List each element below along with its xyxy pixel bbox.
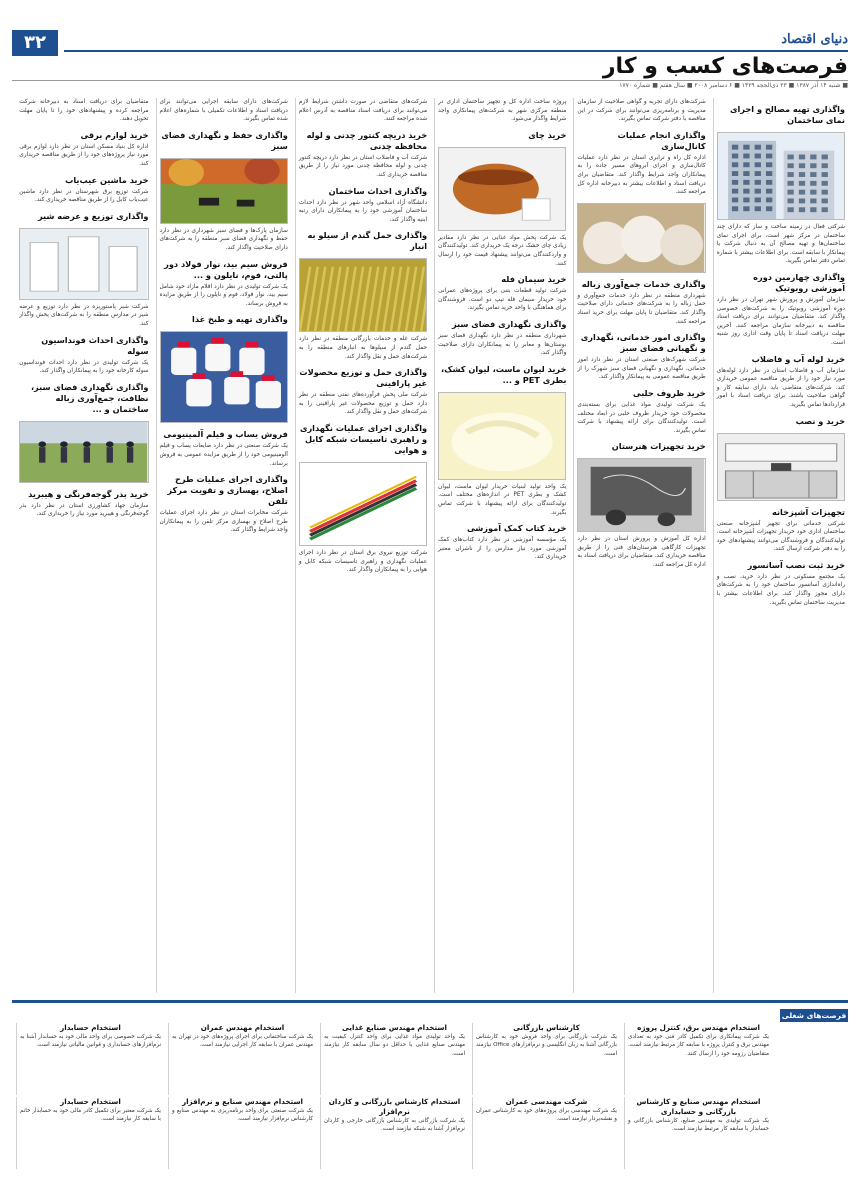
ad-body: شرکت غله و خدمات بازرگانی منطقه در نظر دارد حمل گندم از سیلوها به انبارهای منطقه را به شرکت‌های حمل و نقل واگذار کند. xyxy=(298,336,428,360)
job-title: استخدام حسابدار xyxy=(60,1023,121,1032)
jobs-section xyxy=(12,1000,848,1170)
ad-title: خرید لوله آب و فاضلاب xyxy=(751,353,845,364)
ad-title: فروش سیم بید، نوار فولاد دور پالتی، فوم، نایلون و ... xyxy=(164,258,288,280)
ad-title: واگذاری احداث فونداسیون سوله xyxy=(41,334,149,356)
job-listing xyxy=(168,1023,316,1095)
ad-body: سازمان پارک‌ها و فضای سبز شهرداری در نظر دارد حفظ و نگهداری فضای سبز منطقه را به شرکت‌های دارای صلاحیت واگذار کند. xyxy=(159,227,288,251)
ad-title: واگذاری حمل گندم از سیلو به انبار xyxy=(307,230,428,252)
ad-body: یک شرکت صنعتی در نظر دارد ضایعات یساب و فیلم آلومینیومی خود را از طریق مزایده عمومی به فروش برساند. xyxy=(159,443,288,467)
ad-title: خرید چای xyxy=(528,129,567,140)
job-listing xyxy=(320,1097,468,1169)
ad-body: شرکت‌های متقاضی در صورت داشتن شرایط لازم می‌توانند برای دریافت اسناد مناقصه به آدرس اعلام شده مراجعه کنند. xyxy=(298,99,428,123)
ad-photo xyxy=(717,433,845,501)
ad-body: دانشگاه آزاد اسلامی واحد شهر در نظر دارد احداث ساختمان آموزشی خود را به پیمانکاران دارای رتبه ابنیه واگذار کند. xyxy=(298,199,428,223)
ad-title: خرید ثبت نصب آسانسور xyxy=(747,559,845,570)
job-body: یک شرکت صنعتی برای واحد برنامه‌ریزی به مهندس صنایع و کارشناس نرم‌افزار نیازمند است. xyxy=(172,1108,313,1123)
jobs-header: فرصت‌های شغلی xyxy=(781,1011,847,1020)
job-listing xyxy=(472,1023,620,1095)
ad-title: خرید تجهیزات هنرستان xyxy=(611,441,706,452)
paper-logo: دنیای اقتصاد xyxy=(781,32,848,47)
ad-photo xyxy=(299,258,427,332)
ad-photo xyxy=(577,203,705,273)
page-number: ۳۲ xyxy=(12,30,58,56)
ad-body: یک شرکت تولیدی در نظر دارد اقلام مازاد خود شامل سیم بید، نوار فولاد، فوم و نایلون را از طریق مزایده به فروش برساند. xyxy=(159,283,288,307)
job-body: یک شرکت پیمانکاری برای تکمیل کادر فنی خود به تعدادی مهندس برق و کنترل پروژه با سابقه کار مرتبط نیازمند است. متقاضیان رزومه خود را ارسال کنند. xyxy=(628,1034,769,1057)
job-listing xyxy=(472,1097,620,1169)
ad-title: تجهیزات آشپزخانه xyxy=(771,506,845,517)
ad-body: پروژه ساخت اداره کل و تجهیز ساختمان اداری در منطقه مرکزی شهر به شرکت‌های پیمانکاری واجد شرایط واگذار می‌شود. xyxy=(438,99,567,123)
ad-body: شرکتی فعال در زمینه ساخت و ساز که دارای چند ساختمان در مرکز شهر است، برای اجرای نمای ساختمان‌ها و تهیه مصالح آن به دنبال شرکت یا پیمانکار با سابقه است. برای اطلاعات بیشتر با شماره تماس دفتر تماس بگیرید. xyxy=(716,224,845,265)
ad-title: خرید سیمان فله xyxy=(501,274,567,285)
job-body: یک شرکت مهندسی برای پروژه‌های خود به کارشناس عمران و نقشه‌بردار نیازمند است. xyxy=(476,1108,617,1123)
section-title: فرصت‌های کسب و کار xyxy=(602,54,848,79)
ad-title: واگذاری تهیه و طبخ غذا xyxy=(192,314,288,325)
ad-title: واگذاری امور خدماتی، نگهداری و نگهبانی فضای سبز xyxy=(580,332,706,354)
ad-body: شرکت آب و فاضلاب استان در نظر دارد دریچه کنتور چدنی و لوله محافظه چدنی مورد نیاز را از طریق مناقصه خریداری کند. xyxy=(298,154,428,178)
ad-body: سازمان آموزش و پرورش شهر تهران در نظر دارد دوره آموزشی روبوتیک را به شرکت‌های خصوصی واگذار کند. متقاضیان می‌توانند برای دریافت اسناد مناقصه به دبیرخانه سازمان مراجعه کنند. آخرین مهلت دریافت اسناد تا پایان وقت اداری روز شنبه است. xyxy=(716,296,845,346)
ad-body: شرکت توزیع برق شهرستان در نظر دارد ماشین عیب‌یاب کابل را از طریق مناقصه خریداری کند. xyxy=(19,188,149,204)
job-title: کارشناس بازرگانی xyxy=(513,1023,580,1032)
ad-body: متقاضیان برای دریافت اسناد به دبیرخانه شرکت مراجعه کرده و پیشنهادهای خود را تا پایان مهلت تحویل دهند. xyxy=(19,99,149,123)
ad-title: واگذاری انجام عملیات کانال‌سازی xyxy=(617,129,706,151)
ad-column xyxy=(295,98,430,993)
ad-body: شهرداری منطقه در نظر دارد خدمات جمع‌آوری و حمل زباله را به شرکت‌های خدماتی دارای صلاحیت واگذار کند. متقاضیان تا پایان مهلت برای خرید اسناد مراجعه کنند. xyxy=(577,292,706,325)
ad-body: شرکت توزیع نیروی برق استان در نظر دارد اجرای عملیات نگهداری و راهبری تاسیسات شبکه کابل و هوایی را به پیمانکاران واگذار کند. xyxy=(298,549,428,574)
job-title: استخدام مهندس برق، کنترل پروژه xyxy=(637,1023,760,1032)
ad-title: واگذاری خدمات جمع‌آوری زباله xyxy=(581,278,706,289)
ad-photo xyxy=(19,228,148,300)
job-body: یک واحد تولیدی مواد غذایی برای واحد کنترل کیفیت به مهندس صنایع غذایی با حداقل دو سال سابقه کار نیازمند است. xyxy=(324,1034,465,1057)
job-body: یک شرکت خصوصی برای واحد مالی خود به حسابدار آشنا به نرم‌افزارهای حسابداری و قوانین مالیاتی نیازمند است. xyxy=(20,1034,161,1049)
job-listing xyxy=(16,1023,164,1095)
ad-body: شرکتی خدماتی برای تجهیز آشپزخانه صنعتی ساختمان اداری خود خریدار تجهیزات آشپزخانه است. تولیدکنندگان و فروشندگان می‌توانند پیشنهادهای خود را به دفتر شرکت ارسال کنند. xyxy=(716,520,845,553)
ad-body: یک مؤسسه آموزشی در نظر دارد کتاب‌های کمک آموزشی مورد نیاز مدارس را از ناشران معتبر خریداری کند. xyxy=(438,537,567,561)
job-title: استخدام مهندس صنایع و نرم‌افزار xyxy=(181,1097,304,1106)
ad-body: یک واحد تولید لبنیات خریدار لیوان ماست، لیوان کشک و بطری PET در اندازه‌های مختلف است. تولیدکنندگان برای ارائه پیشنهاد با شرکت تماس بگیرند. xyxy=(438,483,567,516)
ad-title: واگذاری حفظ و نگهداری فضای سبز xyxy=(161,129,288,151)
ad-body: شرکت‌های دارای تجربه و گواهی صلاحیت از سازمان مدیریت و برنامه‌ریزی می‌توانند برای شرکت در این مناقصه با دفتر شرکت تماس بگیرند. xyxy=(577,99,706,123)
ad-title: خرید و نصب xyxy=(795,415,845,426)
ad-body: شرکت ملی پخش فرآورده‌های نفتی منطقه در نظر دارد حمل و توزیع محصولات غیر پارافینی را به شرکت‌های حمل و نقل واگذار کند. xyxy=(298,392,428,416)
ad-title: خرید بذر گوجه‌فرنگی و هیبرید xyxy=(28,488,149,499)
ad-title: خرید ماشین عیب‌یاب xyxy=(65,174,149,185)
ad-body: شرکت تولید قطعات بتنی برای پروژه‌های عمرانی خود خریدار سیمان فله تیپ دو است. فروشندگان برای هماهنگی با واحد خرید تماس بگیرند. xyxy=(438,288,567,312)
job-listing xyxy=(168,1097,316,1169)
ad-photo xyxy=(577,458,705,532)
ad-body: شرکت مخابرات استان در نظر دارد اجرای عملیات طرح اصلاح و بهسازی مرکز تلفن را به پیمانکاران واجد شرایط واگذار کند. xyxy=(159,510,288,534)
ad-photo xyxy=(438,147,566,231)
ads-columns xyxy=(12,98,848,993)
ad-title: خرید لیوان ماست، لیوان کشک، بطری PET و ... xyxy=(440,363,567,385)
ad-column xyxy=(713,98,848,993)
ad-title: واگذاری اجرای عملیات طرح اصلاح، بهسازی و تقویت مرکز تلفن xyxy=(167,474,288,507)
ad-title: واگذاری حمل و توزیع محصولات غیر پارافینی xyxy=(299,367,428,389)
ad-column xyxy=(573,98,708,993)
dateline: ■ شنبه ۱۴ آذر ۱۳۸۷ ■ ۲۳ ذی‌الحجه ۱۴۲۹ ■ ۶ دسامبر ۲۰۰۸ ■ سال هفتم ■ شماره ۱۷۷۰ xyxy=(12,80,848,89)
ad-photo xyxy=(717,132,845,220)
job-listing xyxy=(16,1097,164,1169)
ad-body: شرکت شهرک‌های صنعتی استان در نظر دارد امور خدماتی، نگهداری و نگهبانی فضای سبز شهرک را از طریق مناقصه عمومی به پیمانکار واگذار کند. xyxy=(577,357,706,381)
ad-body: شهرداری منطقه در نظر دارد نگهداری فضای سبز بوستان‌ها و معابر را به پیمانکاران دارای صلاحیت واگذار کند. xyxy=(438,332,567,357)
job-body: یک شرکت بازرگانی به کارشناس بازرگانی خارجی و کاردان نرم‌افزار آشنا به شبکه نیازمند است. xyxy=(324,1118,465,1133)
ad-title: واگذاری چهارمین دوره آموزشی روبوتیک xyxy=(753,271,845,293)
job-body: یک شرکت تولیدی به مهندس صنایع، کارشناس بازرگانی و حسابدار با سابقه کار مرتبط نیازمند است. xyxy=(628,1118,769,1133)
ad-title: واگذاری تهیه مصالح و اجرای نمای ساختمان xyxy=(730,104,845,125)
job-title: استخدام مهندس عمران xyxy=(200,1023,285,1032)
ad-title: واگذاری توزیع و عرضه شیر xyxy=(37,210,149,221)
ad-title: خرید دریچه کنتور چدنی و لوله محافظه چدنی xyxy=(306,129,428,151)
ad-body: یک مجتمع مسکونی در نظر دارد خرید، نصب و راه‌اندازی آسانسور ساختمان خود را به شرکت‌های دارای مجوز واگذار کند. برای اطلاعات بیشتر با مدیریت ساختمان تماس بگیرید. xyxy=(716,573,845,606)
job-body: یک شرکت ساختمانی برای اجرای پروژه‌های خود در تهران به مهندس عمران با سابقه کار اجرایی نیازمند است. xyxy=(172,1034,313,1049)
ad-body: سازمان جهاد کشاورزی استان در نظر دارد بذر گوجه‌فرنگی و هیبرید مورد نیاز را خریداری کند. xyxy=(19,502,149,518)
ad-photo xyxy=(438,392,566,480)
ad-photo xyxy=(299,462,427,546)
ad-title: واگذاری نگهداری فضای سبز xyxy=(451,318,567,329)
header-rule xyxy=(64,50,848,52)
ad-body: یک شرکت تولیدی مواد غذایی برای بسته‌بندی محصولات خود خریدار ظروف حلبی در ابعاد مختلف است. تولیدکنندگان برای ارائه پیشنهاد با شرکت تماس بگیرند. xyxy=(577,401,706,434)
ad-body: اداره کل آموزش و پرورش استان در نظر دارد تجهیزات کارگاهی هنرستان‌های فنی را از طریق مناقصه خریداری کند. متقاضیان برای دریافت اسناد به اداره کل مراجعه کنند. xyxy=(577,536,706,569)
job-listing xyxy=(320,1023,468,1095)
job-listing xyxy=(624,1097,772,1169)
ad-body: یک شرکت پخش مواد غذایی در نظر دارد مقادیر زیادی چای خشک درجه یک خریداری کند. تولیدکنندگان و واردکنندگان می‌توانند پیشنهاد قیمت خود را ارسال کنند. xyxy=(438,234,567,267)
ad-title: واگذاری اجرای عملیات نگهداری و راهبری تاسیسات شبکه کابل و هوایی xyxy=(299,422,428,455)
ad-photo xyxy=(19,421,148,483)
ad-body: سازمان آب و فاضلاب استان در نظر دارد لوله‌های مورد نیاز خود را از طریق مناقصه عمومی خریداری کند. شرکت‌های متقاضی باید دارای سابقه کار و گواهی صلاحیت باشند. برای دریافت اسناد با امور قراردادها تماس بگیرید. xyxy=(716,367,845,408)
job-listing xyxy=(624,1023,772,1095)
ad-body: اداره کل راه و ترابری استان در نظر دارد عملیات کانال‌سازی و اجرای آبروهای مسیر جاده را به پیمانکاران واجد شرایط واگذار کند. متقاضیان برای دریافت اسناد و اطلاعات بیشتر به دبیرخانه اداره کل مراجعه کنند. xyxy=(577,154,706,196)
job-title: استخدام حسابدار xyxy=(60,1097,121,1106)
ad-column xyxy=(156,98,291,993)
ad-body: یک شرکت تولیدی در نظر دارد احداث فونداسیون سوله کارخانه خود را به پیمانکاران واگذار کند. xyxy=(19,359,149,375)
job-title: استخدام مهندس صنایع غذایی xyxy=(342,1023,447,1032)
jobs-grid xyxy=(12,1007,848,1170)
ad-title: واگذاری نگهداری فضای سبز، نظافت، جمع‌آوری زباله ساختمان و ... xyxy=(30,381,149,414)
ad-column xyxy=(434,98,569,993)
ad-body: شرکت شیر پاستوریزه در نظر دارد توزیع و عرضه شیر در مدارس منطقه را به شرکت‌های پخش واگذار کند. xyxy=(19,303,149,327)
ad-title: خرید لوازم برقی xyxy=(80,129,149,140)
job-body: یک شرکت بازرگانی برای واحد فروش خود به کارشناس بازرگانی آشنا به زبان انگلیسی و نرم‌افزارهای Office نیازمند است. xyxy=(476,1034,617,1057)
job-title: شرکت مهندسی عمران xyxy=(505,1097,588,1106)
ad-title: خرید کتاب کمک آموزشی xyxy=(466,523,567,534)
ad-title: فروش یساب و فیلم آلمینیومی xyxy=(163,429,288,440)
ad-title: خرید ظروف حلبی xyxy=(632,387,706,398)
ad-photo xyxy=(160,158,288,224)
job-title: استخدام مهندس صنایع و کارشناس بازرگانی و حسابداری xyxy=(636,1097,761,1116)
ad-body: شرکت‌های دارای سابقه اجرایی می‌توانند برای دریافت اسناد و اطلاعات تکمیلی با شماره‌های اعلام شده تماس بگیرند. xyxy=(159,99,288,123)
ad-body: اداره کل بنیاد مسکن استان در نظر دارد لوازم برقی مورد نیاز پروژه‌های خود را از طریق مناقصه خریداری کند. xyxy=(19,143,149,167)
job-title: استخدام کارشناس بازرگانی و کاردان نرم‌افزار xyxy=(328,1097,461,1116)
masthead xyxy=(12,30,848,88)
ad-title: واگذاری احداث ساختمان xyxy=(328,185,428,196)
ad-photo xyxy=(160,331,288,423)
ad-column xyxy=(16,98,151,993)
job-body: یک شرکت معتبر برای تکمیل کادر مالی خود به حسابدار خانم با سابقه کار نیازمند است. xyxy=(20,1108,161,1123)
